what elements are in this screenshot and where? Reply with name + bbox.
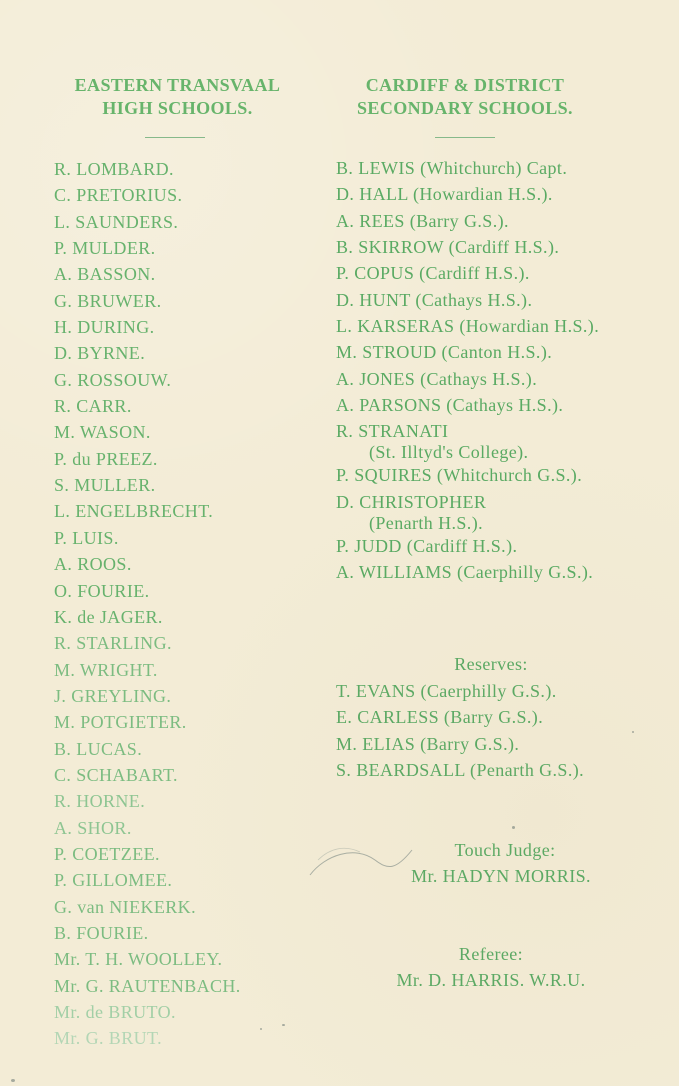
- referee-title: Referee:: [458, 944, 524, 964]
- player-name: M. POTGIETER.: [54, 712, 187, 733]
- player-name: P. COPUS (Cardiff H.S.).: [336, 263, 530, 284]
- player-name: R. STARLING.: [54, 633, 172, 654]
- player-name: M. WASON.: [54, 422, 151, 443]
- cardiff-list: [336, 156, 646, 586]
- player-name: J. GREYLING.: [54, 685, 172, 706]
- player-name: A. WILLIAMS (Caerphilly G.S.).: [336, 562, 594, 583]
- eastern-transvaal-list: [54, 156, 309, 1052]
- ink-dot: [282, 1024, 285, 1026]
- player-name: R. CARR.: [54, 396, 132, 417]
- reserve-player: M. ELIAS (Barry G.S.).: [336, 733, 520, 754]
- player-name: R. LOMBARD.: [54, 159, 174, 179]
- player-name: P. COETZEE.: [54, 843, 160, 864]
- player-name: G. BRUWER.: [54, 290, 162, 311]
- player-name: C. SCHABART.: [54, 764, 178, 785]
- ink-dot: [260, 1028, 262, 1030]
- player-name: B. FOURIE.: [54, 922, 149, 943]
- player-name: Mr. G. RAUTENBACH.: [54, 975, 241, 996]
- player-name: A. REES (Barry G.S.).: [336, 210, 509, 231]
- player-name: A. SHOR.: [54, 817, 132, 838]
- heading-line: EASTERN TRANSVAAL: [74, 75, 281, 95]
- player-name-line: R. STRANATI: [336, 421, 449, 442]
- player-name: O. FOURIE.: [54, 580, 150, 601]
- reserve-player: S. BEARDSALL (Penarth G.S.).: [336, 760, 585, 781]
- player-name: A. PARSONS (Cathays H.S.).: [336, 395, 564, 416]
- player-name: Mr. G. BRUT.: [54, 1028, 162, 1049]
- player-name: A. ROOS.: [54, 554, 132, 575]
- right-heading-rule: [435, 137, 495, 138]
- player-name: L. KARSERAS (Howardian H.S.).: [336, 316, 600, 337]
- heading-line: HIGH SCHOOLS.: [102, 98, 253, 119]
- player-name: Mr. de BRUTO.: [54, 1002, 176, 1022]
- reserves-list: [336, 678, 646, 783]
- player-name: D. HUNT (Cathays H.S.).: [336, 289, 533, 310]
- player-school-line: (Penarth H.S.).: [369, 512, 483, 533]
- reserve-player: T. EVANS (Caerphilly G.S.).: [336, 681, 557, 701]
- player-name: L. SAUNDERS.: [54, 211, 179, 232]
- reserve-player: E. CARLESS (Barry G.S.).: [336, 707, 544, 728]
- player-name: R. HORNE.: [54, 791, 146, 812]
- player-name-multiline: [336, 419, 646, 463]
- player-name: B. SKIRROW (Cardiff H.S.).: [336, 237, 560, 258]
- player-name: P. LUIS.: [54, 527, 119, 548]
- player-name: P. GILLOMEE.: [54, 870, 173, 891]
- player-name: L. ENGELBRECHT.: [54, 501, 214, 522]
- player-name: Mr. T. H. WOOLLEY.: [54, 949, 223, 970]
- player-name: M. STROUD (Canton H.S.).: [336, 342, 553, 363]
- cardiff-heading: [330, 74, 600, 121]
- touch-judge-title: Touch Judge:: [454, 840, 556, 860]
- player-name: G. ROSSOUW.: [54, 369, 172, 390]
- player-name: A. BASSON.: [54, 264, 156, 285]
- player-name: D. HALL (Howardian H.S.).: [336, 184, 553, 205]
- ink-dot: [11, 1079, 15, 1082]
- player-name-multiline: [336, 490, 646, 534]
- player-name: P. MULDER.: [54, 238, 156, 259]
- player-name: M. WRIGHT.: [54, 659, 158, 680]
- player-name: B. LEWIS (Whitchurch) Capt.: [336, 158, 568, 178]
- player-name: C. PRETORIUS.: [54, 185, 183, 206]
- player-name: G. van NIEKERK.: [54, 896, 196, 917]
- player-name: A. JONES (Cathays H.S.).: [336, 368, 538, 389]
- player-name-line: D. CHRISTOPHER: [336, 491, 487, 512]
- touch-judge-name: Mr. HADYN MORRIS.: [411, 866, 591, 886]
- eastern-transvaal-heading: [45, 74, 310, 121]
- player-name: K. de JAGER.: [54, 606, 163, 627]
- referee-name: Mr. D. HARRIS. W.R.U.: [396, 970, 586, 990]
- player-name: S. MULLER.: [54, 475, 156, 496]
- ink-dot: [512, 826, 515, 829]
- player-name: H. DURING.: [54, 317, 155, 338]
- player-school-line: (St. Illtyd's College).: [369, 442, 529, 463]
- reserves-title: Reserves:: [454, 654, 528, 674]
- heading-line: CARDIFF & DISTRICT: [365, 75, 565, 95]
- player-name: P. JUDD (Cardiff H.S.).: [336, 535, 518, 556]
- player-name: D. BYRNE.: [54, 343, 146, 364]
- left-heading-rule: [145, 137, 205, 138]
- player-name: P. du PREEZ.: [54, 448, 158, 469]
- player-name: P. SQUIRES (Whitchurch G.S.).: [336, 465, 583, 486]
- ink-dot: [632, 731, 634, 733]
- heading-line: SECONDARY SCHOOLS.: [357, 98, 573, 119]
- player-name: B. LUCAS.: [54, 738, 143, 759]
